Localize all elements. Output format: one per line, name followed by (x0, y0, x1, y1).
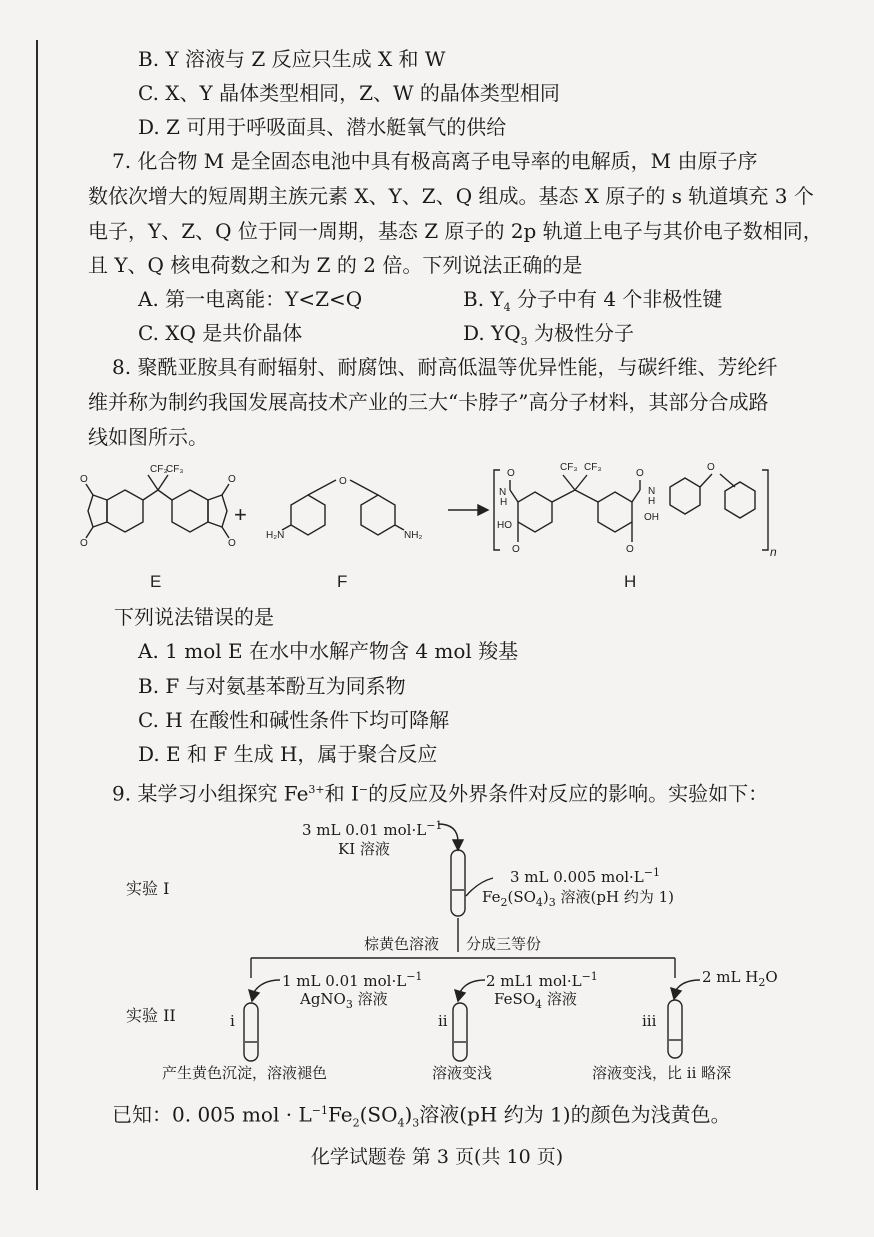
label-h: H (624, 572, 637, 591)
h-o-right: O (636, 468, 644, 479)
q9-known-note: 已知：0. 005 mol · $L^{-1}Fe_2(SO_4)_3$溶液(pH 约为 1)的颜色为浅黄色。 (112, 1102, 731, 1130)
fe-amount: 3 mL 0.005 $mol\cdot L^{-1}$ (510, 866, 660, 886)
fe-name: $Fe_2(SO_4)_3$ 溶液(pH 约为 1) (482, 888, 675, 909)
h-o-bottom-left: O (512, 544, 520, 555)
prev-option-d: D. Z 可用于呼吸面具、潜水艇氧气的供给 (138, 115, 507, 139)
e-cf3-right: CF₃ (166, 464, 184, 475)
h-n-right: N (648, 486, 656, 497)
h-subscript-n: n (770, 545, 777, 559)
test-tube-main (451, 850, 465, 916)
reagent-i-amount: 1 mL 0.01 $mol\cdot L^{-1}$ (282, 970, 423, 990)
label-f: F (337, 572, 348, 591)
e-o-top-right: O (228, 474, 236, 485)
split-right-text: 分成三等份 (466, 935, 542, 953)
result-i: 产生黄色沉淀，溶液褪色 (162, 1064, 328, 1082)
prev-option-c: C. X、Y 晶体类型相同，Z、W 的晶体类型相同 (138, 81, 560, 105)
h-h-left: H (500, 497, 508, 508)
test-tube-ii (453, 1003, 467, 1061)
split-left-text: 棕黄色溶液 (364, 935, 440, 953)
q8-stem-line-1: 8. 聚酰亚胺具有耐辐射、耐腐蚀、耐高低温等优异性能，与碳纤维、芳纶纤 (112, 355, 778, 379)
e-o-top-left: O (80, 474, 88, 485)
q8-option-a: A. 1 mol E 在水中水解产物含 4 mol 羧基 (138, 639, 519, 663)
reagent-iii: 2 mL $H_2O$ (702, 968, 778, 989)
ki-name: KI 溶液 (338, 840, 390, 858)
h-o-bottom-right: O (626, 544, 634, 555)
q7-option-a: A. 第一电离能：Y<Z<Q (138, 287, 363, 311)
tube-ii-label: ii (438, 1012, 448, 1030)
q8-option-d: D. E 和 F 生成 H，属于聚合反应 (138, 742, 438, 766)
h-n-left: N (499, 487, 507, 498)
label-e: E (150, 572, 162, 591)
q7-option-c: C. XQ 是共价晶体 (138, 321, 303, 345)
f-nh2: NH₂ (404, 530, 423, 541)
e-o-bottom-left: O (80, 538, 88, 549)
reagent-ii-amount: 2 mL1 $mol\cdot L^{-1}$ (486, 970, 598, 990)
h-o-left: O (507, 468, 515, 479)
plus-sign: + (234, 502, 247, 527)
h-cf3-right: CF₃ (584, 462, 602, 473)
q7-stem-line-2: 数依次增大的短周期主族元素 X、Y、Z、Q 组成。基态 X 原子的 s 轨道填充 3 个 (88, 184, 814, 208)
e-cf3-left: CF₃ (150, 464, 168, 475)
e-o-bottom-right: O (228, 538, 236, 549)
experiment-2-label: 实验 II (126, 1006, 176, 1025)
q7-stem-line-4: 且 Y、Q 核电荷数之和为 Z 的 2 倍。下列说法正确的是 (88, 253, 583, 277)
q7-stem-line-1: 7. 化合物 M 是全固态电池中具有极高离子电导率的电解质，M 由原子序 (112, 149, 758, 173)
experiment-1-label: 实验 I (126, 879, 170, 898)
ki-amount: 3 mL 0.01 $mol\cdot L^{-1}$ (302, 819, 443, 839)
q7-option-d: D. $YQ_3$ 为极性分子 (463, 321, 634, 348)
h-cf3-left: CF₃ (560, 462, 578, 473)
q8-option-c: C. H 在酸性和碱性条件下均可降解 (138, 708, 450, 732)
page-footer: 化学试题卷 第 3 页(共 10 页) (310, 1146, 564, 1168)
q8-stem-line-3: 线如图所示。 (88, 425, 208, 449)
h-oh-right: OH (644, 512, 659, 523)
molecule-f (282, 480, 404, 535)
h-o-ether: O (707, 462, 715, 473)
molecule-e (86, 475, 229, 538)
tube-iii-label: iii (642, 1012, 657, 1030)
molecule-h (494, 470, 768, 550)
q8-prompt: 下列说法错误的是 (114, 605, 274, 629)
q7-stem-line-3: 电子，Y、Z、Q 位于同一周期，基态 Z 原子的 2p 轨道上电子与其价电子数相同， (88, 219, 823, 243)
test-tube-iii (668, 1000, 682, 1058)
tube-i-label: i (230, 1012, 235, 1030)
f-o-bridge: O (339, 476, 347, 487)
result-iii: 溶液变浅，比 ii 略深 (592, 1064, 732, 1082)
prev-option-b: B. Y 溶液与 Z 反应只生成 X 和 W (138, 47, 446, 71)
f-h2n: H₂N (266, 530, 285, 541)
result-ii: 溶液变浅 (432, 1064, 493, 1082)
q9-stem: 9. 某学习小组探究 $Fe^{3+}$和 I−的反应及外界条件对反应的影响。实验如下： (112, 781, 769, 806)
q8-option-b: B. F 与对氨基苯酚互为同系物 (138, 674, 406, 698)
test-tube-i (244, 1003, 258, 1061)
q8-stem-line-2: 维并称为制约我国发展高技术产业的三大“卡脖子”高分子材料，其部分合成路 (88, 390, 769, 414)
q7-option-b: B. $Y_4$ 分子中有 4 个非极性键 (463, 287, 723, 314)
reaction-scheme (0, 450, 874, 600)
h-ho-left: HO (497, 520, 512, 531)
h-h-right: H (648, 496, 656, 507)
reagent-i-name: AgNO$_3$ 溶液 (300, 990, 388, 1011)
reagent-ii-name: FeSO$_4$ 溶液 (494, 990, 577, 1011)
